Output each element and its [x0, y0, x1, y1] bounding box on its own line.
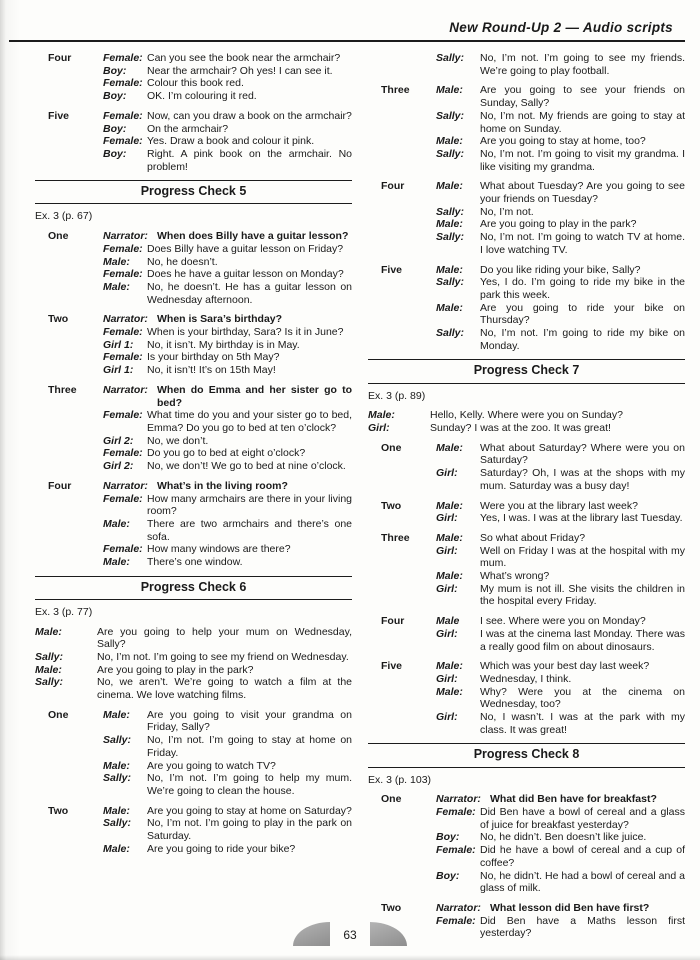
dialogue-text: Colour this book red.	[147, 77, 244, 90]
page-header-title: New Round-Up 2 — Audio scripts	[9, 16, 685, 42]
item-number: One	[48, 230, 69, 243]
speaker-label: Female:	[436, 914, 476, 927]
exercise-label: Ex. 3 (p. 67)	[35, 210, 93, 223]
speaker-label: Girl:	[436, 672, 458, 685]
speaker-label: Girl:	[436, 512, 458, 525]
dialogue-text: No, he doesn’t. He has a guitar lesson on Wednesday afternoon.	[147, 280, 352, 306]
footer-left-fin-icon	[293, 922, 330, 946]
dialogue-lines	[103, 52, 352, 103]
dialogue-line	[436, 180, 685, 205]
dialogue-line	[103, 135, 352, 148]
dialogue-text: No, it isn’t. My birthday is in May.	[147, 338, 300, 351]
dialogue-text: Sunday? I was at the zoo. It was great!	[430, 422, 611, 434]
page-footer	[0, 922, 700, 946]
section-heading: Progress Check 5	[35, 180, 352, 204]
speaker-label: Boy:	[436, 831, 460, 844]
dialogue-item	[368, 793, 685, 895]
dialogue-text: Are you going to visit your grandma on Friday, Sally?	[147, 708, 352, 734]
dialogue-text: No, he didn’t. Ben doesn’t like juice.	[480, 831, 647, 844]
dialogue-item	[368, 409, 685, 434]
dialogue-item	[35, 110, 352, 174]
dialogue-item	[368, 615, 685, 653]
speaker-label: Boy:	[103, 64, 127, 77]
dialogue-line	[436, 442, 685, 467]
exercise-label: Ex. 3 (p. 89)	[368, 389, 426, 402]
speaker-label: Male:	[103, 842, 130, 855]
item-number: Two	[48, 804, 69, 817]
dialogue-text: No, it isn’t! It’s on 15th May!	[147, 364, 276, 377]
speaker-label: Sally:	[436, 231, 465, 244]
section-heading: Progress Check 6	[35, 576, 352, 600]
dialogue-text: Is your birthday on 5th May?	[147, 351, 280, 364]
dialogue-item	[35, 230, 352, 306]
dialogue-lines	[436, 84, 685, 173]
speaker-label: Girl 2:	[103, 460, 134, 473]
dialogue-text: How many armchairs are there in your living room?	[147, 492, 352, 518]
dialogue-text: Right. A pink book on the armchair. No problem!	[147, 147, 352, 173]
speaker-label: Sally:	[103, 817, 132, 830]
dialogue-text: No, I’m not. I’m going to see my friend on Wednesday.	[97, 650, 349, 663]
exercise-label: Ex. 3 (p. 103)	[368, 773, 432, 786]
speaker-label: Girl:	[436, 582, 458, 595]
speaker-label: Sally:	[436, 276, 465, 289]
speaker-label: Narrator:	[436, 901, 481, 914]
item-number: Five	[381, 660, 403, 673]
speaker-label: Male:	[103, 517, 130, 530]
dialogue-text: On the armchair?	[147, 122, 229, 135]
dialogue-text: Yes. Draw a book and colour it pink.	[147, 135, 315, 148]
dialogue-text: Did he have a bowl of cereal and a cup of coffee?	[480, 844, 685, 869]
speaker-label: Boy:	[103, 90, 127, 103]
dialogue-text: Are you going to ride your bike on Thursday?	[480, 301, 685, 327]
dialogue-text: Yes, I do. I’m going to ride my bike in the park this week.	[480, 276, 685, 301]
speaker-label: Female:	[103, 351, 143, 364]
speaker-label: Narrator:	[103, 479, 148, 492]
item-number: Four	[381, 180, 405, 193]
dialogue-text: What’s wrong?	[480, 570, 550, 583]
dialogue-line	[436, 135, 685, 148]
dialogue-text: Are you going to stay at home, too?	[480, 135, 646, 148]
dialogue-line	[103, 77, 352, 90]
dialogue-lines	[436, 500, 685, 525]
dialogue-text: Are you going to see your friends on Sunday, Sally?	[480, 84, 685, 110]
speaker-label: Sally:	[436, 52, 465, 64]
dialogue-text: My mum is not ill. She visits the children in the hospital every Friday.	[480, 582, 685, 608]
dialogue-line	[436, 467, 685, 492]
dialogue-line	[436, 206, 685, 219]
speaker-label: Male:	[103, 556, 130, 569]
dialogue-line	[35, 664, 352, 677]
dialogue-text: When does Billy have a guitar lesson?	[157, 230, 349, 243]
dialogue-text: Can you see the book near the armchair?	[147, 52, 341, 64]
dialogue-text: Does Billy have a guitar lesson on Friday?	[147, 242, 344, 255]
dialogue-text: No, I’m not. I’m going to help my mum. We’re going to clean the house.	[147, 772, 352, 797]
right-column	[368, 52, 685, 940]
dialogue-line	[103, 460, 352, 473]
speaker-label: Female:	[436, 806, 476, 818]
speaker-label: Male:	[35, 625, 62, 638]
item-number: Two	[381, 901, 402, 914]
dialogue-lines	[103, 480, 352, 569]
item-number: Four	[48, 52, 72, 64]
dialogue-text: Do you go to bed at eight o’clock?	[147, 447, 306, 460]
speaker-label: Sally:	[35, 650, 64, 663]
dialogue-line	[103, 230, 352, 243]
dialogue-line	[436, 711, 685, 736]
dialogue-line	[103, 772, 352, 797]
speaker-label: Narrator:	[103, 313, 148, 326]
dialogue-line	[436, 231, 685, 256]
dialogue-line	[103, 734, 352, 759]
dialogue-text: Are you going to help your mum on Wednesday, Sally?	[97, 625, 352, 651]
dialogue-text: Which was your best day last week?	[480, 660, 650, 673]
dialogue-lines	[103, 313, 352, 377]
dialogue-line	[103, 480, 352, 493]
speaker-label: Female:	[103, 109, 143, 122]
dialogue-lines	[35, 626, 352, 702]
speaker-label: Male:	[436, 685, 463, 698]
dialogue-line	[436, 628, 685, 653]
footer-right-fin-icon	[370, 922, 407, 946]
speaker-label: Narrator:	[103, 383, 148, 396]
speaker-label: Boy:	[103, 122, 127, 135]
speaker-label: Boy:	[103, 147, 127, 160]
dialogue-lines	[103, 709, 352, 798]
dialogue-line	[436, 512, 685, 525]
page-number: 63	[343, 928, 357, 942]
dialogue-line	[103, 90, 352, 103]
dialogue-line	[436, 327, 685, 352]
speaker-label: Sally:	[103, 772, 132, 785]
dialogue-lines	[436, 793, 685, 895]
speaker-label: Male:	[436, 499, 463, 512]
speaker-label: Girl 2:	[103, 434, 134, 447]
dialogue-text: Do you like riding your bike, Sally?	[480, 263, 641, 276]
dialogue-item	[368, 52, 685, 77]
dialogue-text: Hello, Kelly. Where were you on Sunday?	[430, 409, 623, 422]
dialogue-line	[436, 276, 685, 301]
speaker-label: Male:	[368, 409, 395, 422]
dialogue-line	[103, 364, 352, 377]
dialogue-item	[368, 532, 685, 608]
dialogue-line	[436, 264, 685, 277]
dialogue-line	[103, 339, 352, 352]
dialogue-text: Yes, I was. I was at the library last Tuesday.	[480, 512, 683, 525]
item-number: Three	[381, 531, 410, 544]
dialogue-line	[368, 422, 685, 435]
speaker-label: Male	[436, 615, 460, 628]
speaker-label: Male:	[436, 660, 463, 673]
dialogue-text: Were you at the library last week?	[480, 499, 638, 512]
dialogue-text: What did Ben have for breakfast?	[490, 793, 657, 806]
dialogue-line	[436, 615, 685, 628]
item-number: Two	[48, 313, 69, 326]
speaker-label: Male:	[436, 263, 463, 276]
dialogue-lines	[436, 615, 685, 653]
dialogue-text: Did Ben have a bowl of cereal and a glass of juice for breakfast yesterday?	[480, 806, 685, 831]
dialogue-text: No, we don’t.	[147, 434, 209, 447]
speaker-label: Female:	[103, 492, 143, 505]
dialogue-text: OK. I’m colouring it red.	[147, 90, 257, 103]
dialogue-item	[368, 660, 685, 736]
dialogue-text: No, he doesn’t.	[147, 255, 218, 268]
section-heading: Progress Check 8	[368, 743, 685, 767]
dialogue-item	[35, 626, 352, 702]
dialogue-line	[35, 626, 352, 651]
dialogue-item	[368, 264, 685, 353]
dialogue-text: When is your birthday, Sara? Is it in June?	[147, 326, 344, 339]
speaker-label: Male:	[103, 708, 130, 721]
speaker-label: Sally:	[436, 147, 465, 160]
dialogue-text: Well on Friday I was at the hospital with my mum.	[480, 544, 685, 570]
dialogue-line	[436, 84, 685, 109]
dialogue-item	[35, 52, 352, 103]
dialogue-line	[436, 844, 685, 869]
item-number: Two	[381, 499, 402, 512]
dialogue-text: Near the armchair? Oh yes! I can see it.	[147, 64, 333, 77]
speaker-label: Sally:	[35, 676, 64, 689]
dialogue-lines	[436, 180, 685, 256]
dialogue-lines	[436, 264, 685, 353]
speaker-label: Male:	[436, 135, 463, 148]
speaker-label: Male:	[436, 84, 463, 97]
speaker-label: Girl:	[436, 544, 458, 557]
dialogue-text: Are you going to play in the park?	[97, 663, 254, 676]
item-number: Five	[48, 109, 70, 122]
dialogue-lines	[103, 805, 352, 856]
dialogue-line	[436, 870, 685, 895]
speaker-label: Female:	[103, 543, 143, 556]
speaker-label: Male:	[436, 570, 463, 583]
item-number: Three	[48, 383, 77, 396]
dialogue-text: Why? Were you at the cinema on Wednesday, too?	[480, 685, 685, 711]
dialogue-text: Are you going to watch TV?	[147, 759, 276, 772]
dialogue-text: No, we don’t! We go to bed at nine o’clock.	[147, 460, 346, 473]
dialogue-line	[436, 110, 685, 135]
dialogue-line	[436, 806, 685, 831]
dialogue-line	[436, 793, 685, 806]
dialogue-text: How many windows are there?	[147, 543, 291, 556]
dialogue-line	[436, 532, 685, 545]
speaker-label: Male:	[436, 301, 463, 314]
dialogue-line	[103, 351, 352, 364]
dialogue-line	[35, 651, 352, 664]
dialogue-lines	[103, 110, 352, 174]
dialogue-text: Saturday? Oh, I was at the shops with my mum. Saturday was a busy day!	[480, 467, 685, 492]
dialogue-line	[103, 313, 352, 326]
exercise-label: Ex. 3 (p. 77)	[35, 605, 93, 618]
dialogue-text: What about Tuesday? Are you going to see your friends on Tuesday?	[480, 180, 685, 206]
dialogue-line	[103, 268, 352, 281]
speaker-label: Female:	[103, 52, 143, 64]
speaker-label: Girl:	[436, 627, 458, 640]
dialogue-line	[103, 326, 352, 339]
dialogue-line	[436, 218, 685, 231]
dialogue-lines	[436, 660, 685, 736]
dialogue-lines	[436, 52, 685, 77]
dialogue-text: What time do you and your sister go to bed, Emma? Do you go to bed at ten o’clock?	[147, 409, 352, 434]
dialogue-text: No, I’m not. I’m going to stay at home on Friday.	[147, 734, 352, 759]
speaker-label: Boy:	[436, 869, 460, 882]
speaker-label: Female:	[103, 77, 143, 90]
dialogue-line	[368, 409, 685, 422]
dialogue-line	[103, 493, 352, 518]
dialogue-text: No, I’m not. I’m going to watch TV at home. I love watching TV.	[480, 231, 685, 256]
dialogue-line	[436, 52, 685, 77]
speaker-label: Girl:	[368, 422, 390, 434]
dialogue-item	[35, 384, 352, 473]
speaker-label: Sally:	[436, 109, 465, 122]
dialogue-text: No, he didn’t. He had a bowl of cereal and a glass of milk.	[480, 869, 685, 895]
speaker-label: Female:	[436, 844, 476, 857]
dialogue-line	[103, 148, 352, 173]
dialogue-line	[436, 302, 685, 327]
item-number: One	[381, 441, 402, 454]
dialogue-item	[368, 500, 685, 525]
item-number	[368, 52, 436, 77]
speaker-label: Male:	[436, 531, 463, 544]
speaker-label: Sally:	[103, 734, 132, 747]
dialogue-text: Are you going to ride your bike?	[147, 842, 296, 855]
dialogue-text: No, I wasn’t. I was at the park with my class. It was great!	[480, 711, 685, 736]
dialogue-item	[368, 180, 685, 256]
dialogue-line	[103, 123, 352, 136]
dialogue-line	[103, 843, 352, 856]
dialogue-line	[103, 435, 352, 448]
dialogue-text: When do Emma and her sister go to bed?	[157, 383, 352, 409]
item-number: Three	[381, 84, 410, 97]
speaker-label: Girl:	[436, 711, 458, 724]
dialogue-line	[436, 545, 685, 570]
speaker-label: Female:	[103, 409, 143, 422]
dialogue-lines	[103, 230, 352, 306]
dialogue-line	[436, 686, 685, 711]
left-column	[35, 52, 352, 914]
speaker-label: Female:	[103, 242, 143, 255]
dialogue-line	[103, 805, 352, 818]
dialogue-line	[103, 709, 352, 734]
dialogue-text: There’s one window.	[147, 556, 243, 569]
dialogue-text: I see. Where were you on Monday?	[480, 615, 646, 628]
dialogue-lines	[436, 442, 685, 493]
dialogue-line	[103, 556, 352, 569]
dialogue-text: Did Ben have a Maths lesson first yesterday?	[480, 914, 685, 940]
dialogue-line	[436, 902, 685, 915]
dialogue-text: No, I’m not. I’m going to play in the park on Saturday.	[147, 817, 352, 843]
dialogue-line	[436, 570, 685, 583]
dialogue-text: I was at the cinema last Monday. There was a really good film on about dinosaurs.	[480, 627, 685, 653]
dialogue-line	[103, 65, 352, 78]
item-number: Four	[381, 615, 405, 628]
dialogue-text: What lesson did Ben have first?	[490, 901, 650, 914]
dialogue-text: When is Sara’s birthday?	[157, 313, 283, 326]
speaker-label: Girl 1:	[103, 338, 134, 351]
speaker-label: Male:	[103, 255, 130, 268]
dialogue-line	[436, 831, 685, 844]
dialogue-lines	[103, 384, 352, 473]
dialogue-text: What’s in the living room?	[157, 479, 288, 492]
dialogue-line	[436, 660, 685, 673]
dialogue-text: There are two armchairs and there’s one sofa.	[147, 517, 352, 543]
dialogue-item	[368, 84, 685, 173]
speaker-label: Male:	[436, 218, 463, 231]
dialogue-text: No, I’m not. I’m going to ride my bike on Monday.	[480, 327, 685, 352]
speaker-label: Female:	[103, 326, 143, 339]
dialogue-line	[103, 817, 352, 842]
dialogue-text: No, I’m not. I’m going to visit my grandma. I like visiting my grandma.	[480, 147, 685, 173]
item-number: Four	[48, 479, 72, 492]
speaker-label: Female:	[103, 268, 143, 281]
dialogue-text: Now, can you draw a book on the armchair?	[147, 109, 352, 122]
dialogue-item	[35, 805, 352, 856]
dialogue-line	[103, 243, 352, 256]
dialogue-item	[35, 313, 352, 377]
section-heading: Progress Check 7	[368, 359, 685, 383]
speaker-label: Male:	[103, 280, 130, 293]
dialogue-line	[103, 281, 352, 306]
speaker-label: Narrator:	[436, 793, 481, 806]
speaker-label: Male:	[35, 663, 62, 676]
dialogue-text: So what about Friday?	[480, 531, 586, 544]
speaker-label: Sally:	[436, 205, 465, 218]
dialogue-item	[368, 442, 685, 493]
item-number: One	[381, 793, 402, 806]
dialogue-line	[436, 583, 685, 608]
dialogue-text: Are you going to play in the park?	[480, 218, 637, 231]
dialogue-line	[103, 760, 352, 773]
speaker-label: Girl:	[436, 467, 458, 480]
dialogue-line	[35, 676, 352, 701]
dialogue-text: No, I’m not. My friends are going to stay at home on Sunday.	[480, 109, 685, 135]
dialogue-line	[103, 518, 352, 543]
dialogue-line	[436, 148, 685, 173]
dialogue-lines	[436, 532, 685, 608]
dialogue-line	[103, 110, 352, 123]
speaker-label: Male:	[103, 759, 130, 772]
speaker-label: Male:	[436, 441, 463, 454]
page-bottom-shadow	[0, 955, 700, 960]
dialogue-text: Does he have a guitar lesson on Monday?	[147, 268, 344, 281]
dialogue-text: Wednesday, I think.	[480, 672, 572, 685]
dialogue-lines	[368, 409, 685, 434]
dialogue-item	[35, 709, 352, 798]
dialogue-line	[103, 409, 352, 434]
dialogue-text: No, I’m not. I’m going to see my friends. We’re going to play football.	[480, 52, 685, 77]
dialogue-line	[436, 500, 685, 513]
speaker-label: Girl 1:	[103, 364, 134, 377]
dialogue-line	[103, 256, 352, 269]
dialogue-text: What about Saturday? Where were you on Saturday?	[480, 441, 685, 467]
item-number: Five	[381, 263, 403, 276]
dialogue-text: No, we aren’t. We’re going to watch a film at the cinema. We love watching films.	[97, 676, 352, 702]
item-number: One	[48, 708, 69, 721]
speaker-label: Sally:	[436, 327, 465, 340]
dialogue-line	[436, 673, 685, 686]
dialogue-line	[103, 52, 352, 65]
dialogue-line	[103, 543, 352, 556]
dialogue-line	[103, 447, 352, 460]
speaker-label: Narrator:	[103, 230, 148, 243]
speaker-label: Male:	[436, 180, 463, 193]
speaker-label: Female:	[103, 447, 143, 460]
dialogue-text: Are you going to stay at home on Saturday?	[147, 804, 352, 817]
speaker-label: Male:	[103, 804, 130, 817]
speaker-label: Female:	[103, 135, 143, 148]
dialogue-line	[103, 384, 352, 409]
dialogue-text: No, I’m not.	[480, 205, 534, 218]
dialogue-item	[35, 480, 352, 569]
